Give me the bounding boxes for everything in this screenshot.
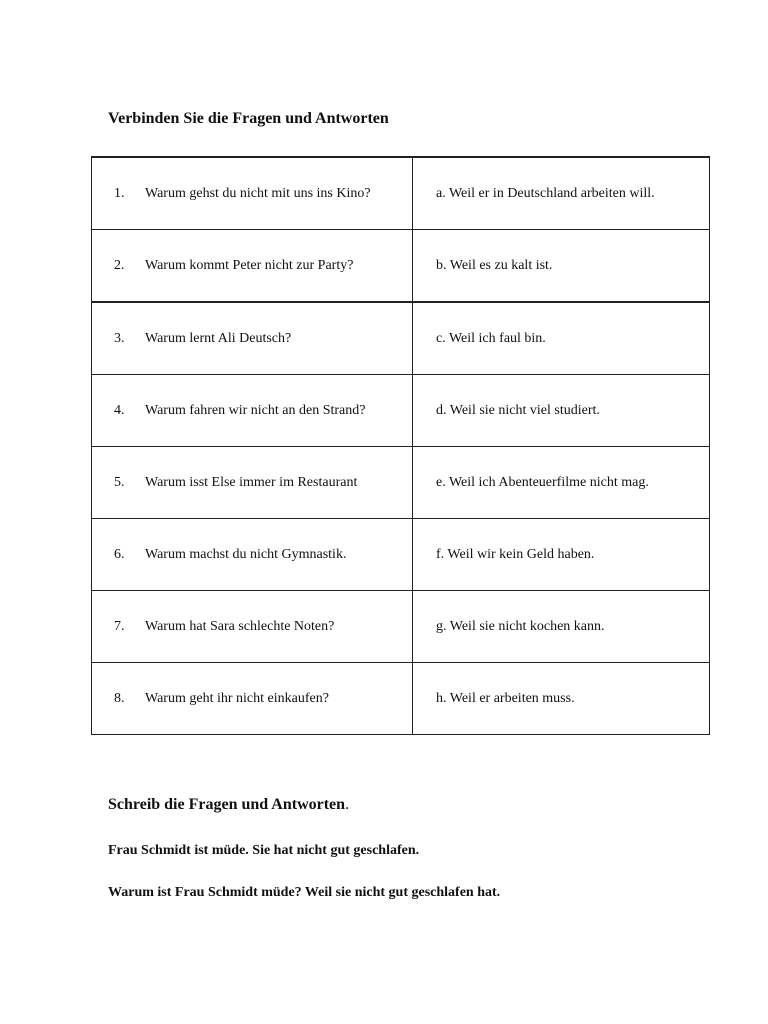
question-text: Warum lernt Ali Deutsch? xyxy=(145,330,292,346)
table-row xyxy=(92,519,710,591)
section2-title-text: Schreib die Fragen und Antworten xyxy=(108,796,346,813)
question-text: Warum fahren wir nicht an den Strand? xyxy=(145,402,366,418)
question-cell xyxy=(92,591,413,663)
question-text: Warum kommt Peter nicht zur Party? xyxy=(145,257,354,273)
question-number: 8. xyxy=(114,690,125,706)
question-text: Warum hat Sara schlechte Noten? xyxy=(145,618,335,634)
table-row xyxy=(92,447,710,519)
question-text: Warum geht ihr nicht einkaufen? xyxy=(145,690,329,706)
question-number: 6. xyxy=(114,546,125,562)
question-cell xyxy=(92,230,413,303)
answer-text: c. Weil ich faul bin. xyxy=(436,330,546,346)
section1-title: Verbinden Sie die Fragen und Antworten xyxy=(108,110,389,127)
question-text: Warum isst Else immer im Restaurant xyxy=(145,474,358,490)
answer-cell xyxy=(413,519,710,591)
question-cell xyxy=(92,157,413,230)
answer-cell xyxy=(413,230,710,303)
answer-text: h. Weil er arbeiten muss. xyxy=(436,690,575,706)
table-row xyxy=(92,663,710,735)
table-row xyxy=(92,230,710,303)
answer-cell xyxy=(413,447,710,519)
question-cell xyxy=(92,447,413,519)
question-cell xyxy=(92,663,413,735)
table-row xyxy=(92,591,710,663)
question-number: 4. xyxy=(114,402,125,418)
answer-cell xyxy=(413,157,710,230)
matching-table xyxy=(91,156,710,735)
answer-cell xyxy=(413,591,710,663)
answer-cell xyxy=(413,663,710,735)
answer-text: g. Weil sie nicht kochen kann. xyxy=(436,618,605,634)
question-cell xyxy=(92,375,413,447)
question-number: 7. xyxy=(114,618,125,634)
example-statement: Frau Schmidt ist müde. Sie hat nicht gut geschlafen. xyxy=(108,843,420,858)
example-answer: Warum ist Frau Schmidt müde? Weil sie nicht gut geschlafen hat. xyxy=(108,885,501,900)
question-cell xyxy=(92,302,413,375)
table-row xyxy=(92,157,710,230)
answer-text: d. Weil sie nicht viel studiert. xyxy=(436,402,600,418)
answer-text: a. Weil er in Deutschland arbeiten will. xyxy=(436,185,655,201)
answer-cell xyxy=(413,302,710,375)
question-cell xyxy=(92,519,413,591)
question-number: 2. xyxy=(114,257,125,273)
question-number: 5. xyxy=(114,474,125,490)
question-number: 3. xyxy=(114,330,125,346)
question-text: Warum gehst du nicht mit uns ins Kino? xyxy=(145,185,371,201)
table-row xyxy=(92,302,710,375)
answer-text: f. Weil wir kein Geld haben. xyxy=(436,546,595,562)
section2-title-period: . xyxy=(345,796,350,813)
answer-text: e. Weil ich Abenteuerfilme nicht mag. xyxy=(436,474,649,490)
question-text: Warum machst du nicht Gymnastik. xyxy=(145,546,347,562)
section2-title xyxy=(108,796,349,814)
answer-text: b. Weil es zu kalt ist. xyxy=(436,257,553,273)
question-number: 1. xyxy=(114,185,125,201)
answer-cell xyxy=(413,375,710,447)
table-row xyxy=(92,375,710,447)
